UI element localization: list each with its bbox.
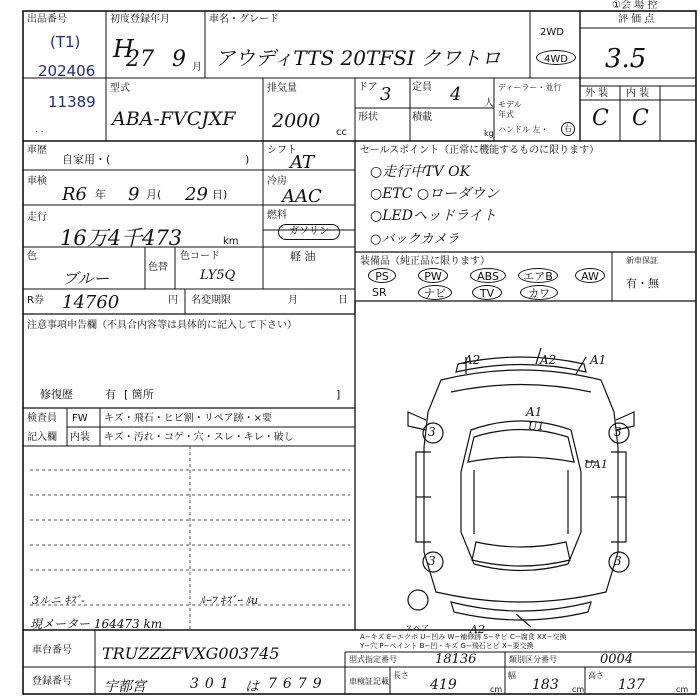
repair-close: ] — [336, 388, 341, 401]
width-label: 幅 — [508, 671, 516, 680]
model-no-label: 型式指定番号 — [349, 655, 397, 664]
car-name-label: 車名・グレード — [209, 14, 279, 25]
registration-area: 宇都宮 — [104, 679, 146, 695]
equip-ps: PS — [368, 268, 396, 283]
r-fee-unit: 円 — [168, 295, 178, 306]
inspection-month-unit: 月( — [146, 188, 162, 201]
inspection-label: 車検 — [27, 176, 47, 187]
equip-leather: カワ — [520, 285, 558, 300]
shift-value: AT — [290, 152, 315, 173]
load-label: 積載 — [412, 112, 432, 123]
shift-label: シフト — [267, 145, 297, 156]
inspection-year-unit: 年 — [95, 188, 106, 201]
note-left: 3ルニ ｷｽﾞ- — [32, 594, 85, 607]
sales-point-4: ○バックカメラ — [370, 232, 460, 247]
car-damage-diagram — [356, 302, 696, 630]
diag-ua1-side: UA1 — [584, 458, 608, 471]
first-reg-era: H — [113, 35, 134, 63]
first-reg-label: 初度登録年月 — [110, 14, 170, 25]
dealer-label: ディーラー・並行 — [498, 83, 562, 92]
exterior-grade: C — [592, 106, 609, 131]
legend-1: A−キズ E−エクボ U−凹み W−補修跡 S−サビ C−腐食 XX−交換 — [360, 633, 567, 641]
inspector-label: 検査員 — [27, 413, 57, 424]
color-value: ブルー — [62, 269, 110, 288]
load-unit: kg — [484, 129, 494, 138]
equip-airbag: エアB — [518, 268, 558, 283]
fw-label: FW — [72, 413, 88, 424]
doors-label: ドア — [358, 82, 378, 93]
diag-a2-front-left: A2 — [464, 353, 481, 367]
inspection-month: 9 — [128, 184, 140, 205]
width-value: 183 — [532, 677, 559, 693]
registration-number: 7679 — [268, 676, 328, 692]
fuel-label: 燃料 — [267, 210, 287, 221]
expiry-day: 日 — [338, 295, 348, 306]
usage-close: ) — [245, 153, 250, 166]
color-change-label: 色替 — [148, 262, 168, 273]
width-unit: cm — [572, 685, 585, 694]
sales-point-3: ○LEDヘッドライト — [370, 208, 497, 224]
lot-type: (T1) — [50, 33, 81, 51]
repair-label: 修復歴 — [40, 388, 73, 401]
mileage-label: 走行 — [27, 212, 47, 223]
inspection-day: 29 — [185, 184, 208, 205]
auction-sheet: ①会 場 控 出品番号 (T1) 202406 11389 . . 初度登録年月 H 27 9 月 車名・グレード アウディTTS 20TFSI クワトロ 2WD 4WD 評 価 点 3.5 型式 ABA-FVCJXF 排気量 2000 cc ドア 3 定員 4 人 形状 積載 kg ディーラー・並行 モデル 年式 ハンドル 左・ 右 外 装 内 装 C C 車歴 自家用・( ) シフト AT 車検 R6 年 9 月( 29 日) 冷房 AAC 走行 16万4千473 km 燃料 ガソリン 軽 油 色 ブルー 色替 色コード LY5Q R券 14760 円 名変期限 月 日 セールスポイント（正常に機能するものに限ります） ○走行中TV OK ○ETC ○ローダウン ○LEDヘッドライト ○バックカメラ 装備品（純正品に限ります） PS PW ABS エアB AW SR ナビ TV カワ 新車保証 有・無 注意事項申告欄（不具合内容等は具体的に記入して下さい） 修復歴 有 [ 箇所 ] 検査員 記入欄 FW 内装 キズ・飛石・ヒビ割・リペア跡・×要 キズ・汚れ・コゲ・穴・スレ・キレ・破し 3ルニ ｷｽﾞ- ﾙｰﾌ ｷｽﾞｰ ﾙu 現メーター 164473 km A2 A2 A1 A1 U1 UA1 A2 スペア 3 3 3 3 A−キズ E−エクボ U−凹み W−補修跡 S−サビ C−腐食 XX−交換 Y−穴 P−ペイント B−凹・キズ G−飛石ヒビ X−要交換 車台番号 TRUZZZFVXG003745 型式指定番号 18136 類別区分番号 0004 登録番号 宇都宮 301 は 7679 車検証記載 長さ 419 cm 幅 183 cm 高さ 137 cm — [0, 0, 700, 700]
note-right: ﾙｰﾌ ｷｽﾞｰ ﾙu — [200, 594, 259, 607]
height-unit: cm — [676, 685, 689, 694]
diag-a2-front-center: A2 — [540, 353, 557, 367]
tire-rear-right: 3 — [614, 554, 622, 568]
diag-a2-rear: A2 — [470, 623, 485, 636]
category-value: 0004 — [600, 652, 634, 667]
handle-right-circled: 右 — [561, 122, 575, 136]
lot-number: 11389 — [48, 93, 96, 111]
displacement-label: 排気量 — [267, 83, 297, 94]
notes-label: 注意事項申告欄（不具合内容等は具体的に記入して下さい） — [27, 320, 297, 331]
repair-has: 有 — [105, 388, 116, 401]
mileage-value: 16万4千473 — [60, 226, 183, 250]
registration-class: 301 — [190, 676, 235, 692]
model-year-label: モデル — [498, 100, 522, 109]
equip-abs: ABS — [470, 268, 506, 283]
interior-check-label: 内装 — [70, 432, 90, 443]
expiry-label: 名変期限 — [191, 295, 231, 306]
venue-label: ①会 場 控 — [612, 0, 658, 11]
equip-aw: AW — [575, 268, 605, 283]
equip-pw: PW — [418, 268, 448, 283]
sales-point-2: ○ETC ○ローダウン — [370, 186, 500, 202]
displacement-value: 2000 — [272, 110, 321, 132]
note-odometer: 現メーター 164473 km — [30, 617, 163, 631]
color-code-value: LY5Q — [200, 268, 236, 283]
color-label: 色 — [27, 251, 37, 262]
equip-navi: ナビ — [418, 285, 452, 300]
capacity-unit: 人 — [484, 98, 494, 109]
fuel-gasoline-circled: ガソリン — [278, 224, 340, 240]
car-name-value: アウディTTS 20TFSI クワトロ — [215, 46, 502, 70]
fw-checks: キズ・飛石・ヒビ割・リペア跡・×要 — [104, 413, 272, 424]
exterior-label: 外 装 — [585, 88, 609, 99]
registration-kana: は — [245, 679, 259, 695]
score-value: 3.5 — [605, 44, 647, 74]
mileage-unit: km — [223, 236, 239, 247]
tire-front-left: 3 — [428, 425, 436, 439]
lot-date: 202406 — [38, 62, 96, 80]
year-label: 年式 — [498, 110, 514, 119]
handle-label: ハンドル 左・ — [498, 125, 549, 134]
length-value: 419 — [430, 677, 457, 693]
doors-value: 3 — [380, 84, 392, 105]
new-warranty-value: 有・無 — [626, 277, 659, 290]
equip-label: 装備品（純正品に限ります） — [360, 256, 490, 267]
capacity-label: 定員 — [412, 82, 432, 93]
model-label: 型式 — [110, 83, 130, 94]
usage-value: 自家用・( — [62, 153, 111, 166]
first-reg-month-unit: 月 — [192, 62, 202, 73]
model-no-value: 18136 — [435, 652, 477, 667]
dims-label: 車検証記載 — [349, 677, 389, 686]
lot-label: 出品番号 — [27, 14, 67, 25]
sales-point-1: ○走行中TV OK — [370, 164, 471, 180]
equip-tv: TV — [472, 285, 502, 300]
chassis-label: 車台番号 — [32, 645, 72, 656]
registration-label: 登録番号 — [32, 676, 72, 687]
length-label: 長さ — [393, 671, 409, 680]
height-value: 137 — [618, 677, 645, 693]
displacement-unit: cc — [336, 127, 347, 138]
usage-label: 車歴 — [27, 145, 47, 156]
color-code-label: 色コード — [180, 251, 220, 262]
diag-a1-hood: A1 — [526, 405, 543, 419]
repair-open: [ 箇所 — [124, 388, 154, 401]
ac-value: AAC — [282, 186, 322, 207]
diag-a1-front-right: A1 — [590, 353, 607, 367]
category-label: 類別区分番号 — [509, 655, 557, 664]
ac-label: 冷房 — [267, 176, 287, 187]
equip-sr: SR — [372, 286, 387, 299]
inspection-day-unit: 日) — [212, 188, 228, 201]
tire-rear-left: 3 — [428, 554, 436, 568]
interior-label: 内 装 — [626, 88, 650, 99]
first-reg-year: 27 — [126, 47, 154, 72]
chassis-value: TRUZZZFVXG003745 — [102, 644, 280, 663]
capacity-value: 4 — [450, 84, 462, 105]
interior-checks: キズ・汚れ・コゲ・穴・スレ・キレ・破し — [104, 432, 294, 443]
interior-grade: C — [632, 106, 649, 131]
diag-u1-hood: U1 — [528, 420, 545, 433]
expiry-month: 月 — [288, 295, 298, 306]
drive-4wd-circled: 4WD — [536, 50, 576, 65]
drive-2wd: 2WD — [540, 27, 564, 38]
entry-label: 記入欄 — [27, 432, 57, 443]
shape-label: 形状 — [358, 112, 378, 123]
fuel-diesel: 軽 油 — [290, 250, 316, 263]
length-unit: cm — [490, 685, 503, 694]
r-fee-label: R券 — [27, 295, 44, 306]
score-label: 評 価 点 — [618, 14, 655, 25]
legend-2: Y−穴 P−ペイント B−凹・キズ G−飛石ヒビ X−要交換 — [360, 642, 534, 650]
model-value: ABA-FVCJXF — [112, 108, 236, 130]
new-warranty-label: 新車保証 — [626, 256, 658, 265]
sales-label: セールスポイント（正常に機能するものに限ります） — [360, 145, 600, 156]
first-reg-month: 9 — [172, 47, 186, 72]
height-label: 高さ — [588, 671, 604, 680]
tire-front-right: 3 — [614, 425, 622, 439]
diag-spare: スペア — [405, 624, 429, 633]
r-fee-value: 14760 — [62, 292, 120, 313]
inspection-era: R6 — [62, 184, 88, 205]
